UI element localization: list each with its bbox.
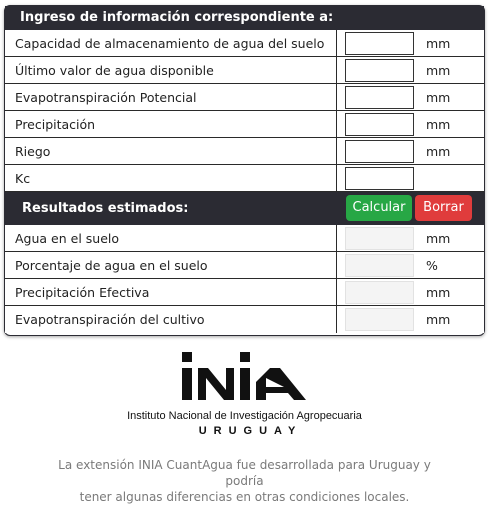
input-row-soil-capacity [5,30,484,57]
calculator-panel [4,5,485,336]
input-row-precipitation [5,111,484,138]
input-row-last-water [5,57,484,84]
input-row-kc [5,165,484,192]
input-label: Capacidad de almacenamiento de agua del suelo [5,30,337,56]
output-label: Precipitación Efectiva [5,279,337,305]
unit-label: mm [426,36,451,51]
results-section-header [5,192,484,225]
input-row-potential-et [5,84,484,111]
output-row-crop-et [5,306,484,333]
unit-label: mm [426,90,451,105]
unit-label: mm [426,285,451,300]
output-row-soil-water-percent [5,252,484,279]
country-name: URUGUAY [198,425,303,437]
footer-line-2: tener algunas diferencias en otras condiciones locales. [79,490,410,504]
input-label: Kc [5,165,337,191]
inia-logo-mark [180,348,310,402]
unit-label: % [426,258,438,273]
institution-name: Instituto Nacional de Investigación Agropecuaria [127,410,362,422]
unit-label: mm [426,63,451,78]
kc-input[interactable] [345,167,414,190]
input-label: Evapotranspiración Potencial [5,84,337,110]
input-row-irrigation [5,138,484,165]
effective-precipitation-output [345,281,414,304]
footer-line-1: La extensión INIA CuantAgua fue desarrollada para Uruguay y podría [58,458,431,488]
output-label: Agua en el suelo [5,225,337,251]
output-label: Porcentaje de agua en el suelo [5,252,337,278]
crop-et-output [345,308,414,331]
results-title: Resultados estimados: [22,201,189,216]
unit-label: mm [426,117,451,132]
calculate-button[interactable]: Calcular [346,195,412,221]
output-row-soil-water [5,225,484,252]
last-water-input[interactable] [345,59,414,82]
soil-capacity-input[interactable] [345,32,414,55]
clear-button[interactable]: Borrar [415,195,472,221]
input-label: Riego [5,138,337,164]
potential-et-input[interactable] [345,86,414,109]
unit-label: mm [426,144,451,159]
irrigation-input[interactable] [345,140,414,163]
unit-label: mm [426,312,451,327]
output-row-effective-precipitation [5,279,484,306]
soil-water-percent-output [345,254,414,277]
input-section-header: Ingreso de información correspondiente a: [5,6,484,30]
unit-label: mm [426,231,451,246]
input-label: Último valor de agua disponible [5,57,337,83]
footer-note [40,457,449,505]
input-label: Precipitación [5,111,337,137]
precipitation-input[interactable] [345,113,414,136]
soil-water-output [345,227,414,250]
output-label: Evapotranspiración del cultivo [5,306,337,333]
